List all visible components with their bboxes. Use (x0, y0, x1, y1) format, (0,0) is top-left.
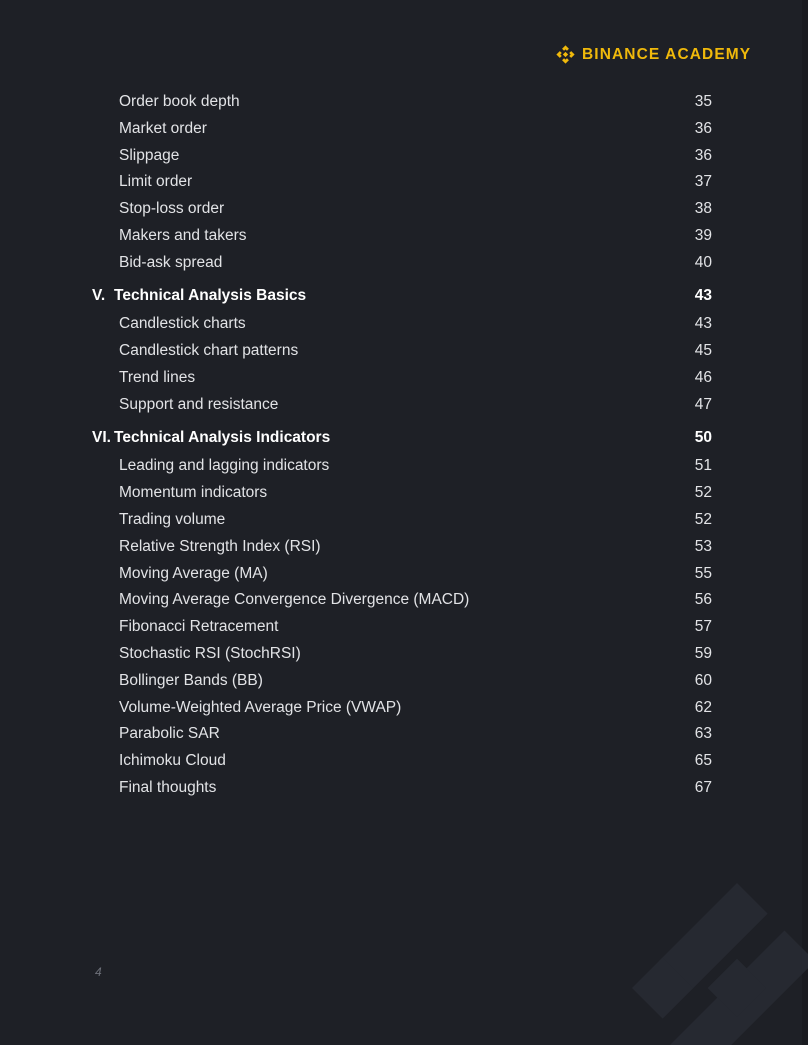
toc-section-row[interactable] (92, 429, 712, 456)
toc-entry-label: Volume-Weighted Average Price (VWAP) (119, 698, 402, 716)
toc-entry-label: Bid-ask spread (119, 253, 223, 271)
toc-entry-label: Support and resistance (119, 395, 279, 413)
toc-page-number: 46 (694, 368, 712, 386)
toc-page-number: 67 (694, 778, 712, 796)
toc-page-number: 35 (694, 93, 712, 110)
toc-entry-label: Order book depth (119, 93, 240, 110)
toc-entry-label: Technical Analysis Indicators (114, 428, 331, 446)
toc-entry-label: Trading volume (119, 510, 226, 528)
toc-entry-label: Ichimoku Cloud (119, 752, 226, 770)
page-edge-shadow (802, 0, 808, 1045)
binance-diamond-icon (556, 45, 575, 64)
toc-entry-row[interactable] (92, 227, 712, 254)
toc-page-number: 51 (694, 457, 712, 475)
toc-page-number: 39 (694, 226, 712, 244)
toc-page-number: 43 (694, 315, 712, 333)
toc-page-number: 59 (694, 644, 712, 662)
toc-page-number: 60 (694, 671, 712, 689)
toc-page-number: 57 (694, 618, 712, 636)
toc-page-number: 47 (694, 395, 712, 413)
toc-entry-label: Candlestick chart patterns (119, 342, 299, 360)
toc-page-number: 52 (694, 484, 712, 502)
toc-page-number: 62 (694, 698, 712, 716)
toc-entry-label: Limit order (119, 173, 193, 191)
toc-entry-row[interactable] (92, 699, 712, 726)
toc-entry-row[interactable] (92, 173, 712, 200)
toc-entry-label: Technical Analysis Basics (114, 286, 307, 304)
toc-entry-row[interactable] (92, 457, 712, 484)
toc-entry-label: Moving Average Convergence Divergence (MACD) (119, 591, 470, 609)
toc-page-number: 37 (694, 173, 712, 191)
toc-entry-row[interactable] (92, 484, 712, 511)
binance-diamond-watermark-icon (632, 883, 808, 1045)
toc-entry-label: Stop-loss order (119, 200, 225, 218)
toc-page-number: 56 (694, 591, 712, 609)
brand-name: BINANCE ACADEMY (582, 45, 752, 63)
toc-entry-label: Candlestick charts (119, 315, 246, 333)
toc-page-number: 53 (694, 537, 712, 555)
toc-entry-label: Stochastic RSI (StochRSI) (119, 644, 301, 662)
toc-entry-row[interactable] (92, 538, 712, 565)
toc-entry-label: Parabolic SAR (119, 725, 220, 743)
toc-entry-row[interactable] (92, 565, 712, 592)
toc-page-number: 38 (694, 200, 712, 218)
toc-section-numeral: V. (92, 286, 106, 304)
toc-entry-row[interactable] (92, 93, 712, 120)
toc-page-number: 55 (694, 564, 712, 582)
toc-section-row[interactable] (92, 287, 712, 314)
toc-entry-row[interactable] (92, 752, 712, 779)
toc-entry-row[interactable] (92, 779, 712, 806)
toc-entry-row[interactable] (92, 369, 712, 396)
toc-entry-row[interactable] (92, 396, 712, 423)
toc-entry-label: Leading and lagging indicators (119, 457, 330, 475)
toc-page-number: 65 (694, 752, 712, 770)
toc-entry-label: Trend lines (119, 368, 196, 386)
toc-entry-label: Momentum indicators (119, 484, 268, 502)
toc-page-number: 50 (694, 428, 712, 446)
toc-page-number: 63 (694, 725, 712, 743)
table-of-contents (92, 93, 712, 806)
toc-page-number: 36 (694, 119, 712, 137)
toc-entry-label: Relative Strength Index (RSI) (119, 537, 321, 555)
toc-page-number: 36 (694, 146, 712, 164)
toc-entry-label: Market order (119, 119, 207, 137)
toc-entry-row[interactable] (92, 618, 712, 645)
toc-section-numeral: VI. (92, 428, 111, 446)
toc-page-number: 45 (694, 342, 712, 360)
toc-entry-row[interactable] (92, 200, 712, 227)
toc-entry-label: Final thoughts (119, 778, 217, 796)
toc-entry-label: Bollinger Bands (BB) (119, 671, 263, 689)
toc-entry-label: Makers and takers (119, 226, 247, 244)
toc-entry-row[interactable] (92, 342, 712, 369)
brand-lockup (556, 45, 751, 64)
folio-page-number: 4 (95, 965, 102, 979)
toc-entry-row[interactable] (92, 672, 712, 699)
toc-page-number: 40 (694, 253, 712, 271)
toc-page-number: 52 (694, 510, 712, 528)
toc-entry-row[interactable] (92, 591, 712, 618)
toc-page-number: 43 (694, 286, 712, 304)
toc-entry-row[interactable] (92, 254, 712, 281)
toc-entry-row[interactable] (92, 511, 712, 538)
toc-entry-label: Moving Average (MA) (119, 564, 268, 582)
toc-entry-row[interactable] (92, 315, 712, 342)
toc-entry-row[interactable] (92, 645, 712, 672)
toc-entry-row[interactable] (92, 725, 712, 752)
toc-entry-row[interactable] (92, 147, 712, 174)
toc-entry-label: Fibonacci Retracement (119, 618, 279, 636)
toc-entry-label: Slippage (119, 146, 180, 164)
toc-entry-row[interactable] (92, 120, 712, 147)
